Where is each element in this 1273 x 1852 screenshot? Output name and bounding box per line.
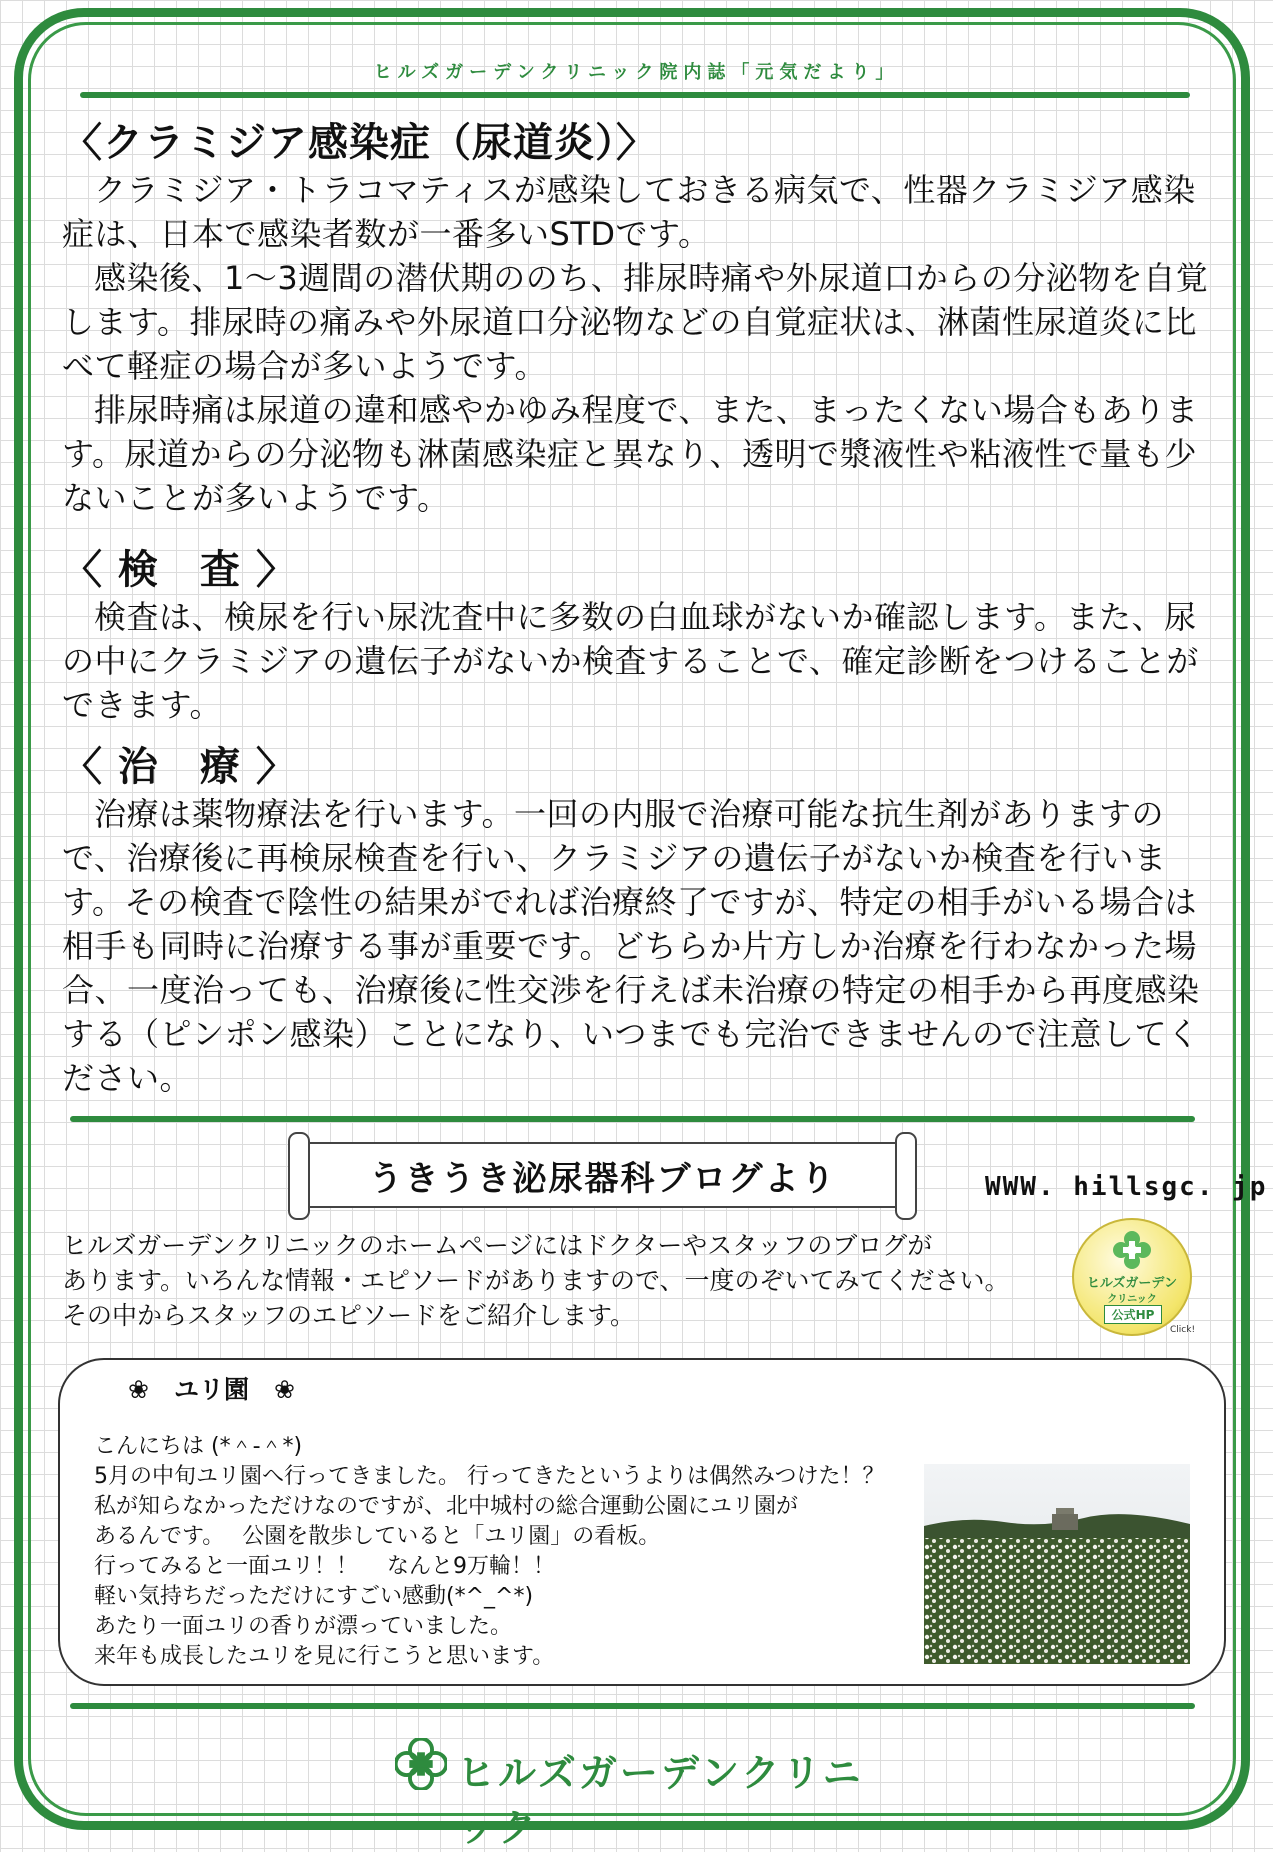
lily-line: 私が知らなかっただけなのですが、北中城村の総合運動公園にユリ園が [94, 1494, 799, 1519]
blog-banner-text: うきうき泌尿器科ブログより [368, 1158, 837, 1199]
lily-line: 行ってみると一面ユリ！！ なんと9万輪！！ [94, 1554, 555, 1579]
lily-line: こんにちは (*＾-＾*) [94, 1434, 303, 1459]
chlamydia-paragraph-3: 排尿時痛は尿道の違和感やかゆみ程度で、また、まったくない場合もあります。尿道からの分泌物も淋菌感染症と異なり、透明で漿液性や粘液性で量も少ないことが多いようです。 [62, 391, 1199, 517]
treatment-paragraph: 治療は薬物療法を行います。一回の内服で治療可能な抗生剤がありますので、治療後に再検尿検査を行い、クラミジアの遺伝子がないか検査を行います。その検査で陰性の結果がでれば治療終了ですが、特定の相手がいる場合は相手も同時に治療する事が重要です。どちらか片方しか治療を行わなかった場合、一度治っても、治療後に性交渉を行えば未治療の特定の相手から再度感染する（ピンポン感染）ことになり、いつまでも完治できませんので注意してください。 [62, 795, 1200, 1097]
blog-intro [62, 1228, 1042, 1333]
lily-field-photo [924, 1464, 1190, 1664]
exam-paragraph: 検査は、検尿を行い尿沈査中に多数の白血球がないか確認します。また、尿の中にクラミジアの遺伝子がないか検査することで、確定診断をつけることができます。 [62, 598, 1199, 724]
blog-intro-line: その中からスタッフのエピソードをご紹介します。 [62, 1301, 636, 1330]
lily-field-image [924, 1464, 1190, 1664]
lily-line: 軽い気持ちだっただけにすごい感動(*^_^*) [94, 1584, 534, 1609]
chlamydia-paragraph-2: 感染後、1〜3週間の潜伏期ののち、排尿時痛や外尿道口からの分泌物を自覚します。排尿時の痛みや外尿道口分泌物などの自覚症状は、淋菌性尿道炎に比べて軽症の場合が多いようです。 [62, 259, 1209, 385]
badge-line-2: クリニック [1107, 1294, 1157, 1305]
lily-garden-text [94, 1432, 914, 1672]
treatment-heading: 〈 治 療 〉 [62, 744, 297, 790]
blog-banner [300, 1142, 905, 1208]
lily-line: 5月の中旬ユリ園へ行ってきました。 行ってきたというよりは偶然みつけた！？ [94, 1464, 885, 1489]
header-divider [80, 92, 1190, 98]
website-url[interactable]: WWW. hillsgc. jp [985, 1172, 1268, 1202]
lily-garden-title: ❀ ユリ園 ❀ [128, 1375, 295, 1404]
blog-intro-line: ヒルズガーデンクリニックのホームページにはドクターやスタッフのブログが [62, 1231, 933, 1260]
treatment-section [62, 742, 1212, 1100]
exam-section [62, 545, 1212, 727]
clinic-logo [395, 1738, 895, 1850]
clover-icon [1112, 1230, 1152, 1270]
clinic-name: ヒルズガーデンクリニック [457, 1751, 864, 1850]
lily-line: あるんです。 公園を散歩していると「ユリ園」の看板。 [94, 1524, 661, 1549]
footer-divider [70, 1703, 1195, 1709]
official-hp-badge[interactable] [1072, 1218, 1192, 1336]
clover-logo-icon [395, 1738, 447, 1790]
chlamydia-section [62, 118, 1212, 520]
newsletter-title: ヒルズガーデンクリニック院内誌「元気だより」 [373, 62, 900, 83]
blog-intro-line: あります。いろんな情報・エピソードがありますので、一度のぞいてみてください。 [62, 1266, 1010, 1295]
click-label: Click! [1170, 1325, 1196, 1335]
badge-line-1: ヒルズガーデン [1086, 1276, 1178, 1291]
lily-line: 来年も成長したユリを見に行こうと思います。 [94, 1644, 555, 1669]
lily-line: あたり一面ユリの香りが漂っていました。 [94, 1614, 513, 1639]
badge-line-3: 公式HP [1104, 1305, 1162, 1324]
section-divider [70, 1116, 1195, 1122]
chlamydia-heading: 〈クラミジア感染症（尿道炎）〉 [62, 120, 657, 166]
exam-heading: 〈 検 査 〉 [62, 547, 297, 593]
chlamydia-paragraph-1: クラミジア・トラコマティスが感染しておきる病気で、性器クラミジア感染症は、日本で感染者数が一番多いSTDです。 [62, 171, 1196, 253]
